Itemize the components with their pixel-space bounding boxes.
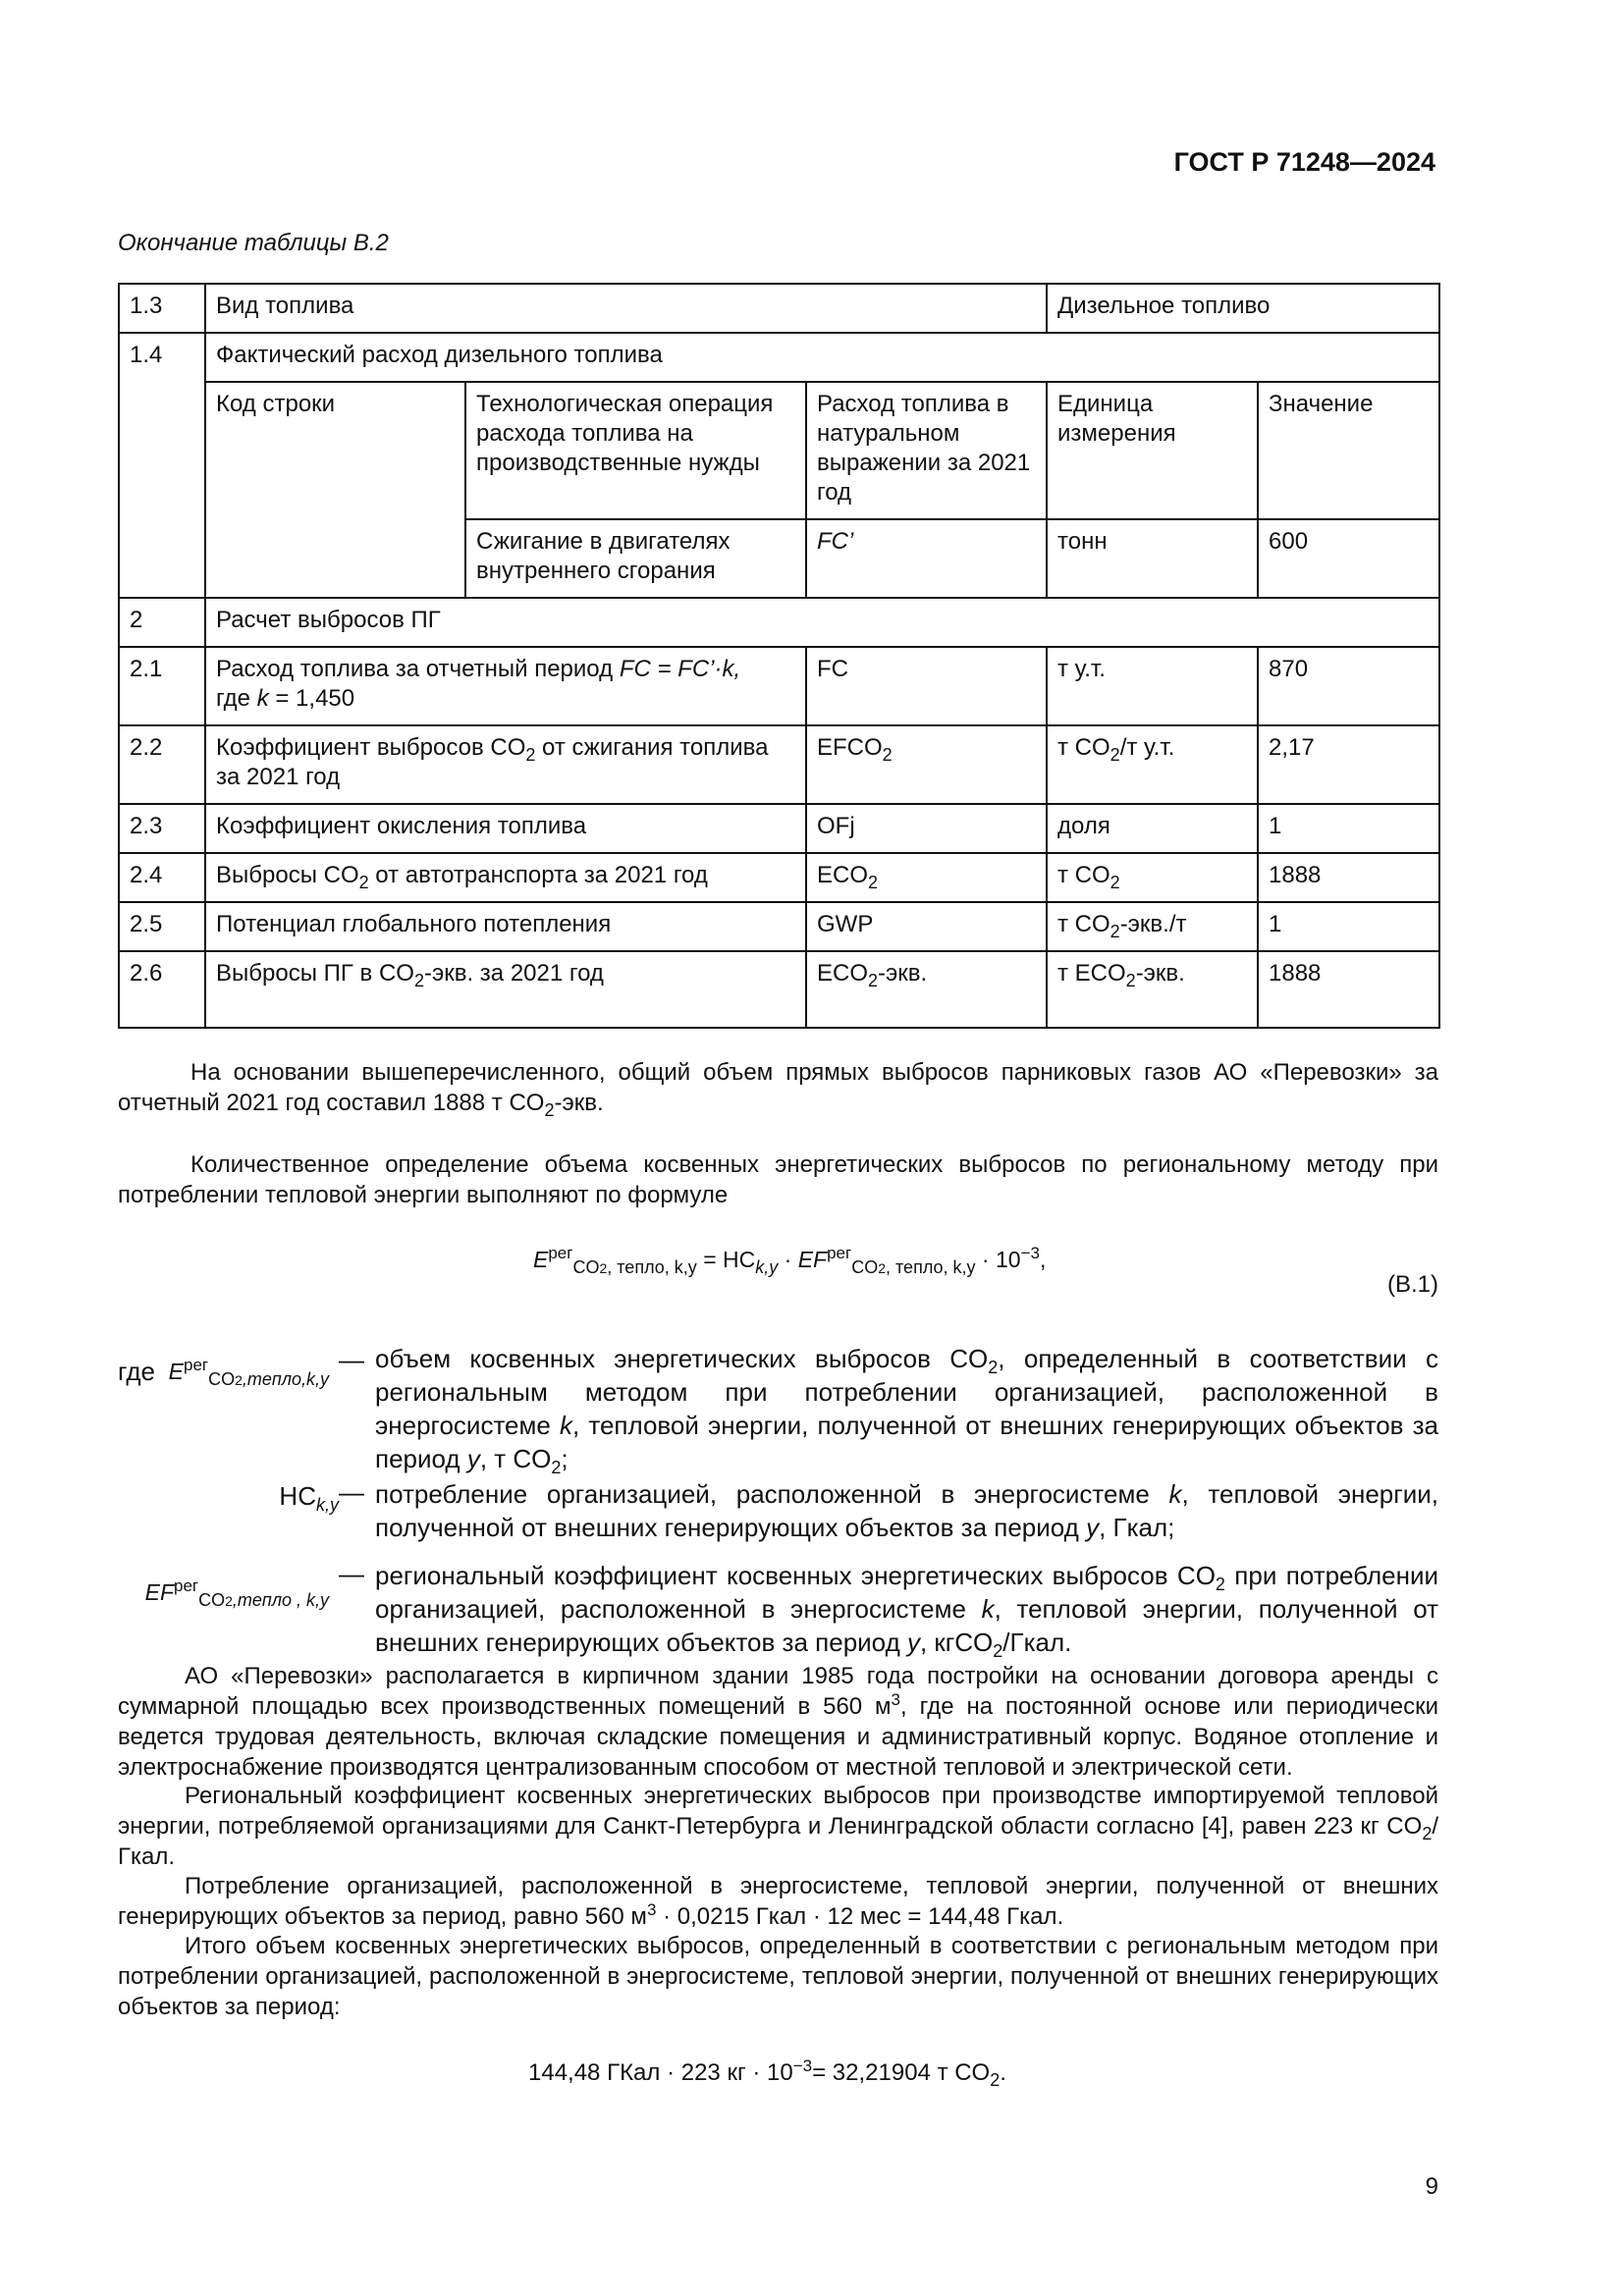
text: т CO [1057, 734, 1110, 761]
text: CO [198, 1590, 226, 1610]
paragraph-consumption [118, 1871, 1438, 1932]
row-num: 2.3 [119, 804, 205, 853]
text: , [1039, 1247, 1047, 1272]
row-unit [1047, 951, 1258, 1028]
formula-b1 [533, 1245, 1046, 1275]
text: , тепловой энергии, полученной от внешних генерирующих объектов за период [375, 1479, 1438, 1542]
formula: FC = FC’·k, [619, 656, 741, 682]
text: Региональный коэффициент косвенных энергетических выбросов при производстве импортируемой тепловой энергии, потребляемой организациями для Санкт-Петербурга и Ленинградской области согласно [4], равен 223 кг CO [118, 1783, 1438, 1840]
text: · 10 [975, 1247, 1021, 1272]
text: 2 [599, 1260, 608, 1276]
paragraph-building [118, 1661, 1438, 1783]
symbol: EF [797, 1247, 828, 1272]
symbol: y [1086, 1513, 1100, 1542]
sub: 2 [525, 745, 536, 765]
text: от сжигания топлива за 2021 год [216, 734, 769, 790]
cell-value: 600 [1258, 519, 1439, 598]
text: /Гкал. [1002, 1628, 1072, 1657]
table-row [119, 647, 1439, 725]
table-row [119, 333, 1439, 382]
sub: 2 [990, 2070, 1001, 2090]
paragraph-total-direct [118, 1057, 1438, 1118]
table-row [119, 382, 1439, 519]
row-value: Дизельное топливо [1047, 284, 1439, 333]
text: т CO [1057, 911, 1110, 937]
table-row [119, 853, 1439, 902]
row-num: 1.4 [119, 333, 205, 382]
table-row [119, 284, 1439, 333]
text: 2 [225, 1593, 233, 1609]
row-value: 2,17 [1258, 725, 1439, 804]
row-code [806, 951, 1047, 1028]
symbol: y [466, 1444, 480, 1473]
row-code [806, 853, 1047, 902]
text: при потреблении организацией, расположенной в энергосистеме [375, 1561, 1438, 1624]
definition-ef [375, 1559, 1438, 1659]
text: , тепловой энергии, полученной от внешних генерирующих объектов за период [375, 1594, 1439, 1657]
row-code [806, 725, 1047, 804]
text: /Гкал. [118, 1813, 1438, 1870]
row-num: 2.6 [119, 951, 205, 1028]
table-row [119, 725, 1439, 804]
row-unit: т у.т. [1047, 647, 1258, 725]
sub: 2 [868, 873, 879, 892]
row-label: Потенциал глобального потепления [205, 902, 806, 951]
row-label [205, 951, 806, 1028]
text: АО «Перевозки» располагается в кирпичном здании 1985 года постройки на основании договора аренды с суммарной площадью всех производственных помещений в 560 м [118, 1663, 1438, 1720]
text: /т у.т. [1119, 734, 1175, 761]
row-unit [1047, 725, 1258, 804]
text: -экв. [878, 960, 928, 987]
text: , кгCO [919, 1628, 994, 1657]
table-row [119, 598, 1439, 647]
sub-header-operation: Технологическая операция расхода топлива на производственные нужды [465, 382, 806, 519]
row-code: GWP [806, 902, 1047, 951]
text: EFCO [817, 734, 883, 761]
text: = 32,21904 т CO [812, 2059, 991, 2086]
empty-cell [119, 519, 205, 598]
row-num: 2.2 [119, 725, 205, 804]
text: , Гкал; [1099, 1513, 1175, 1542]
row-num: 2.1 [119, 647, 205, 725]
sub: 2 [988, 1358, 999, 1377]
row-label [205, 725, 806, 804]
symbol: k [256, 685, 269, 712]
where-label: где [118, 1357, 155, 1386]
text: . [1000, 2059, 1006, 2086]
row-value: 1 [1258, 902, 1439, 951]
text: CO [572, 1257, 600, 1277]
row-unit [1047, 902, 1258, 951]
sub-header-value: Значение [1258, 382, 1439, 519]
row-label: Вид топлива [205, 284, 1047, 333]
row-unit [1047, 853, 1258, 902]
paragraph-regional-coefficient [118, 1781, 1438, 1872]
table-row [119, 804, 1439, 853]
sub [572, 1257, 696, 1277]
sup: рег [548, 1244, 573, 1262]
empty-cell [119, 382, 205, 519]
sub-header-unit: Единица измерения [1047, 382, 1258, 519]
text: Коэффициент выбросов CO [216, 734, 526, 761]
text: , тепло, k,y [607, 1257, 697, 1277]
symbol: k [1168, 1479, 1182, 1509]
text: HC [279, 1481, 316, 1511]
text: -экв./т [1119, 911, 1187, 937]
sub: 2 [1215, 1575, 1225, 1594]
text: потребление организацией, расположенной в энергосистеме [375, 1479, 1169, 1509]
table-row [119, 519, 1439, 598]
sub: 2 [1110, 873, 1120, 892]
row-value: 1888 [1258, 951, 1439, 1028]
text: На основании вышеперечисленного, общий объем прямых выбросов парниковых газов АО «Перевозки» за отчетный 2021 год составил 1888 т CO [118, 1059, 1438, 1116]
sub: 2 [1422, 1824, 1433, 1843]
sup: рег [827, 1244, 852, 1262]
text: -экв. [554, 1090, 604, 1116]
row-value: 1 [1258, 804, 1439, 853]
text: · [778, 1247, 798, 1272]
sub: 2 [1110, 745, 1120, 765]
text: 2 [235, 1372, 243, 1388]
text: , тепло, k,y [886, 1257, 976, 1277]
sub: 2 [551, 1458, 562, 1477]
text: т ECO [1057, 960, 1126, 987]
final-calculation [528, 2057, 1006, 2088]
text: = 1,450 [268, 685, 355, 712]
symbol: FC’ [817, 528, 854, 555]
paragraph-method: Количественное определение объема косвенных энергетических выбросов по региональному методу при потреблении тепловой энергии выполняют по формуле [118, 1151, 1438, 1208]
sup: 3 [646, 1900, 657, 1919]
text: , тепловой энергии, полученной от внешних генерирующих объектов за период [375, 1411, 1438, 1473]
text: ECO [817, 960, 869, 987]
row-label: Расчет выбросов ПГ [205, 598, 1439, 647]
text: ,тепло , k,y [232, 1590, 329, 1610]
text: ; [561, 1444, 568, 1473]
text: = HC [703, 1247, 756, 1272]
cell-consumption [806, 519, 1047, 598]
text: Выбросы ПГ в CO [216, 960, 414, 987]
text: от автотранспорта за 2021 год [368, 862, 708, 888]
sub [316, 1495, 339, 1515]
row-label: Коэффициент окисления топлива [205, 804, 806, 853]
paragraph-total-indirect: Итого объем косвенных энергетических выбросов, определенный в соответствии с региональным методом при потреблении организацией, расположенной в энергосистеме, тепловой энергии, полученной от внешних генерирующих объектов за период: [118, 1933, 1438, 2020]
row-num: 2.4 [119, 853, 205, 902]
text: где [216, 685, 257, 712]
text: , т CO [479, 1444, 552, 1473]
row-label [205, 853, 806, 902]
symbol: E [168, 1359, 184, 1384]
sub-header-code: Код строки [205, 382, 465, 519]
row-code: OFj [806, 804, 1047, 853]
sub [755, 1257, 778, 1277]
sup: рег [184, 1356, 209, 1374]
standard-number: ГОСТ Р 71248—2024 [1173, 147, 1435, 177]
symbol-ef-reg [118, 1577, 329, 1608]
sub: 2 [993, 1641, 1003, 1661]
symbol: y [906, 1628, 920, 1657]
symbol: E [533, 1247, 549, 1272]
row-label: Фактический расход дизельного топлива [205, 333, 1439, 382]
table-row [119, 902, 1439, 951]
sub: 2 [1110, 922, 1120, 941]
row-num: 1.3 [119, 284, 205, 333]
cell-operation: Сжигание в двигателях внутреннего сгорания [465, 519, 806, 598]
symbol: k [981, 1594, 995, 1624]
dash: — [339, 1477, 364, 1507]
definition-hc [375, 1477, 1438, 1544]
cell-unit: тонн [1047, 519, 1258, 598]
sub: 2 [413, 971, 424, 990]
sub [208, 1369, 329, 1389]
sub: 2 [544, 1100, 555, 1120]
sub: 2 [882, 745, 893, 765]
dash: — [339, 1559, 364, 1588]
table-row [119, 951, 1439, 1028]
symbol: k [559, 1411, 572, 1440]
text: CO [208, 1369, 236, 1389]
symbol: k,y [315, 1495, 339, 1515]
sub: 2 [868, 971, 879, 990]
sub: 2 [1125, 971, 1136, 990]
sub-header-consumption: Расход топлива в натуральном выражении за 2021 год [806, 382, 1047, 519]
row-code: FC [806, 647, 1047, 725]
text: Потребление организацией, расположенной в энергосистеме, тепловой энергии, полученной от внешних генерирующих объектов за период, равно 560 м [118, 1873, 1438, 1930]
table-caption: Окончание таблицы В.2 [118, 230, 389, 256]
text: ECO [817, 862, 869, 888]
empty-cell [205, 519, 465, 598]
row-value: 1888 [1258, 853, 1439, 902]
text: · 0,0215 Гкал · 12 мес = 144,48 Гкал. [656, 1903, 1064, 1930]
text: CO [851, 1257, 879, 1277]
symbol-hc [196, 1481, 339, 1515]
text: Расход топлива за отчетный период [216, 656, 620, 682]
text: , где на постоянной основе или периодически ведется трудовая деятельность, включая складские помещения и административный корпус. Водяное отопление и электроснабжение производятся централизованным способом от местной тепловой и электрической сети. [118, 1693, 1438, 1781]
sup: −3 [792, 2056, 813, 2075]
sub [851, 1257, 975, 1277]
sub: 2 [358, 873, 369, 892]
symbol: k,y [755, 1257, 779, 1277]
definition-e [375, 1342, 1438, 1475]
formula-number: (В.1) [1386, 1271, 1438, 1298]
text: -экв. за 2021 год [423, 960, 604, 987]
text: региональный коэффициент косвенных энергетических выбросов CO [375, 1561, 1216, 1590]
row-label [205, 647, 806, 725]
page-number: 9 [1425, 2173, 1438, 2200]
dash: — [339, 1345, 364, 1374]
row-unit: доля [1047, 804, 1258, 853]
sup: 3 [891, 1690, 901, 1709]
text: т CO [1057, 862, 1110, 888]
symbol: EF [144, 1579, 174, 1605]
sub [198, 1590, 329, 1610]
row-num: 2.5 [119, 902, 205, 951]
symbol-e-reg [157, 1357, 329, 1387]
row-value: 870 [1258, 647, 1439, 725]
sup: −3 [1020, 1244, 1040, 1262]
fuel-table [118, 283, 1440, 1029]
text: 2 [878, 1260, 887, 1276]
text: 144,48 ГКал · 223 кг · 10 [528, 2059, 793, 2086]
text: , определенный в соответствии с региональным методом при потреблении организацией, расположенной в энергосистеме [375, 1344, 1438, 1440]
text: объем косвенных энергетических выбросов CO [375, 1344, 989, 1373]
text: ,тепло,k,y [242, 1369, 329, 1389]
row-num: 2 [119, 598, 205, 647]
text: Выбросы CO [216, 862, 359, 888]
sup: рег [174, 1576, 199, 1595]
text: -экв. [1135, 960, 1185, 987]
